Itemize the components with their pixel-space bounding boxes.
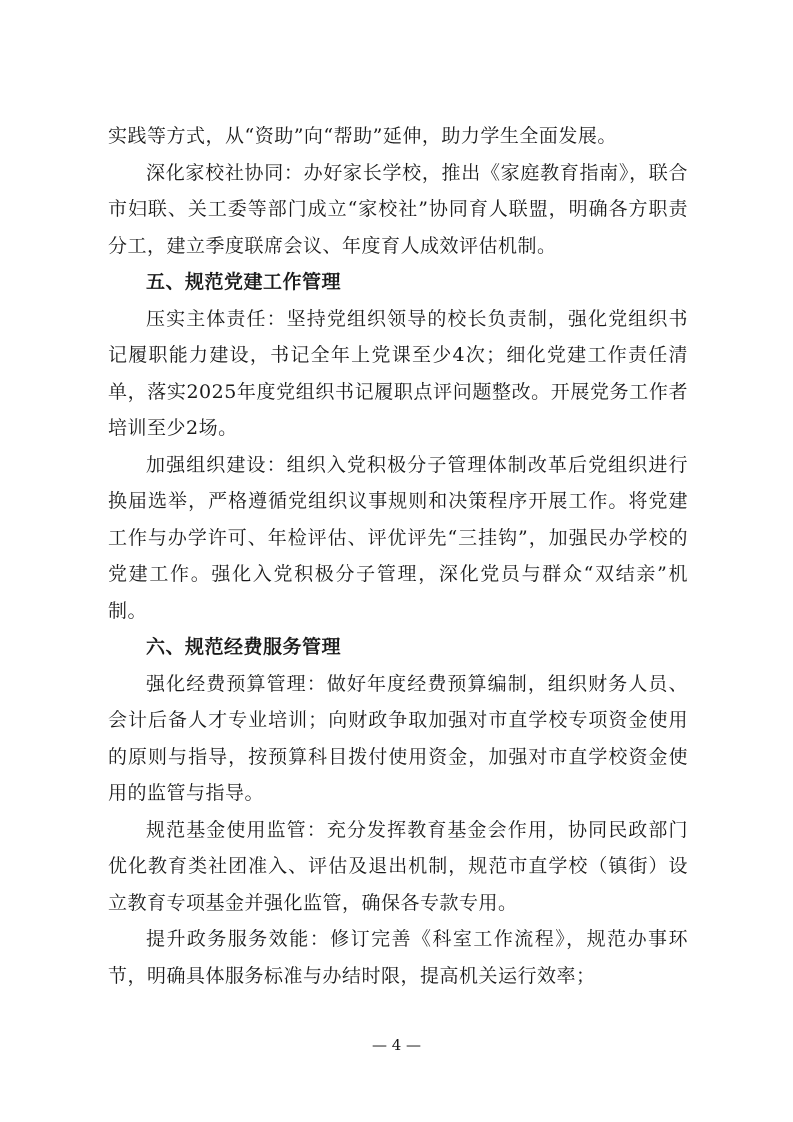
- paragraph-home-school-community: 深化家校社协同：办好家长学校，推出《家庭教育指南》，联合市妇联、关工委等部门成立“家校社”协同育人联盟，明确各方职责分工，建立季度联席会议、年度育人成效评估机制。: [108, 161, 688, 257]
- paragraph-main-responsibility: 压实主体责任：坚持党组织领导的校长负责制，强化党组织书记履职能力建设，书记全年上党课至少4次；细化党建工作责任清单，落实2025年度党组织书记履职点评问题整改。开展党务工作者培训至少2场。: [108, 307, 688, 439]
- paragraph-organization-building: 加强组织建设：组织入党积极分子管理体制改革后党组织进行换届选举，严格遵循党组织议事规则和决策程序开展工作。将党建工作与办学许可、年检评估、评优评先“三挂钩”，加强民办学校的党建工作。强化入党积极分子管理，深化党员与群众“双结亲”机制。: [108, 453, 688, 622]
- page-number: — 4 —: [371, 1036, 422, 1054]
- document-body: [108, 118, 688, 994]
- paragraph-service-efficiency: 提升政务服务效能：修订完善《科室工作流程》，规范办事环节，明确具体服务标准与办结时限，提高机关运行效率；: [108, 928, 688, 987]
- section-heading-party-building: 五、规范党建工作管理: [146, 271, 342, 293]
- paragraph-budget-management: 强化经费预算管理：做好年度经费预算编制，组织财务人员、会计后备人才专业培训；向财政争取加强对市直学校专项资金使用的原则与指导，按预算科目拨付使用资金，加强对市直学校资金使用的监管与指导。: [108, 672, 688, 804]
- section-heading-funding-services: 六、规范经费服务管理: [146, 636, 342, 658]
- paragraph-fund-supervision: 规范基金使用监管：充分发挥教育基金会作用，协同民政部门优化教育类社团准入、评估及退出机制，规范市直学校（镇街）设立教育专项基金并强化监管，确保各专款专用。: [108, 818, 688, 914]
- paragraph-continuation: 实践等方式，从“资助”向“帮助”延伸，助力学生全面发展。: [108, 125, 617, 147]
